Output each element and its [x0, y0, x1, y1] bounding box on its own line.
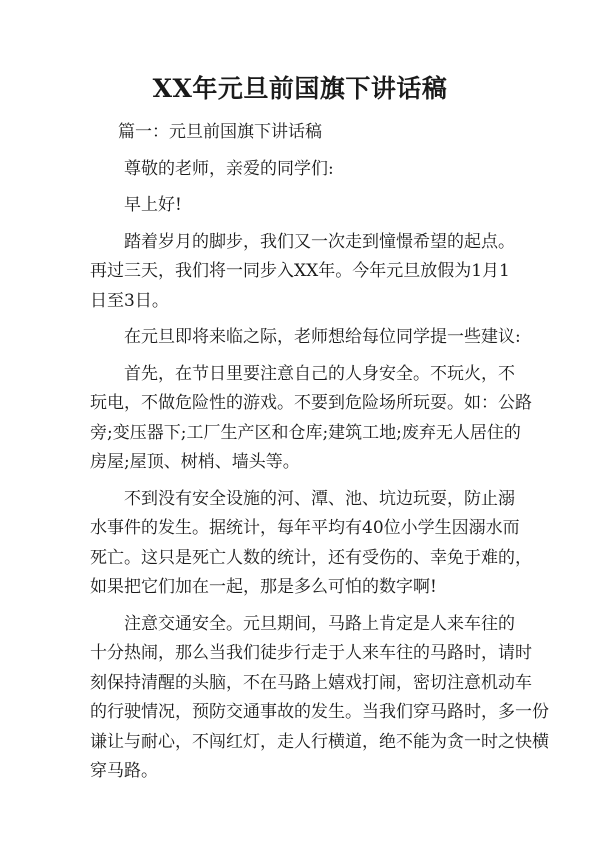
paragraph-line: 刻保持清醒的头脑，不在马路上嬉戏打闹，密切注意机动车 — [90, 672, 532, 693]
paragraph-line: 旁;变压器下;工厂生产区和仓库;建筑工地;废弃无人居住的 — [90, 422, 521, 443]
section-heading: 篇一：元旦前国旗下讲话稿 — [118, 122, 322, 142]
paragraph-line: 穿马路。 — [90, 761, 158, 781]
paragraph-2 — [90, 323, 520, 353]
paragraph-line: 注意交通安全。元旦期间，马路上肯定是人来车往的 — [124, 613, 515, 634]
paragraph-line: 踏着岁月的脚步，我们又一次走到憧憬希望的起点。 — [124, 231, 515, 252]
morning-greeting: 早上好! — [124, 195, 182, 215]
paragraph-line: 如果把它们加在一起，那是多么可怕的数字啊! — [90, 577, 437, 597]
paragraph-line: 死亡。这只是死亡人数的统计，还有受伤的、幸免于难的， — [90, 547, 532, 568]
paragraph-1 — [90, 228, 520, 317]
greeting: 尊敬的老师，亲爱的同学们: — [124, 158, 334, 179]
paragraph-5 — [90, 610, 549, 787]
paragraph-line: 日至3日。 — [90, 290, 169, 311]
paragraph-line: 不到没有安全设施的河、潭、池、坑边玩耍，防止溺 — [124, 488, 515, 509]
document-body — [90, 118, 549, 787]
paragraph-line: 玩电，不做危险性的游戏。不要到危险场所玩耍。如：公路 — [90, 393, 532, 413]
paragraph-line: 房屋;屋顶、树梢、墙头等。 — [90, 452, 300, 472]
paragraph-line: 首先，在节日里要注意自己的人身安全。不玩火，不 — [124, 363, 515, 384]
paragraph-line: 十分热闹，那么当我们徒步行走于人来车往的马路时，请时 — [90, 643, 532, 663]
paragraph-line: 谦让与耐心，不闯红灯，走人行横道，绝不能为贪一时之快横 — [90, 731, 549, 752]
document-title: XX年元旦前国旗下讲话稿 — [152, 74, 448, 103]
paragraph-line: 在元旦即将来临之际，老师想给每位同学提一些建议: — [124, 327, 521, 347]
paragraph-line: 水事件的发生。据统计，每年平均有40位小学生因溺水而 — [90, 518, 520, 538]
paragraph-line: 再过三天，我们将一同步入XX年。今年元旦放假为1月1 — [90, 261, 510, 281]
paragraph-line: 的行驶情况，预防交通事故的发生。当我们穿马路时，多一份 — [90, 702, 549, 722]
paragraph-4 — [90, 485, 532, 603]
paragraph-3 — [90, 360, 532, 478]
